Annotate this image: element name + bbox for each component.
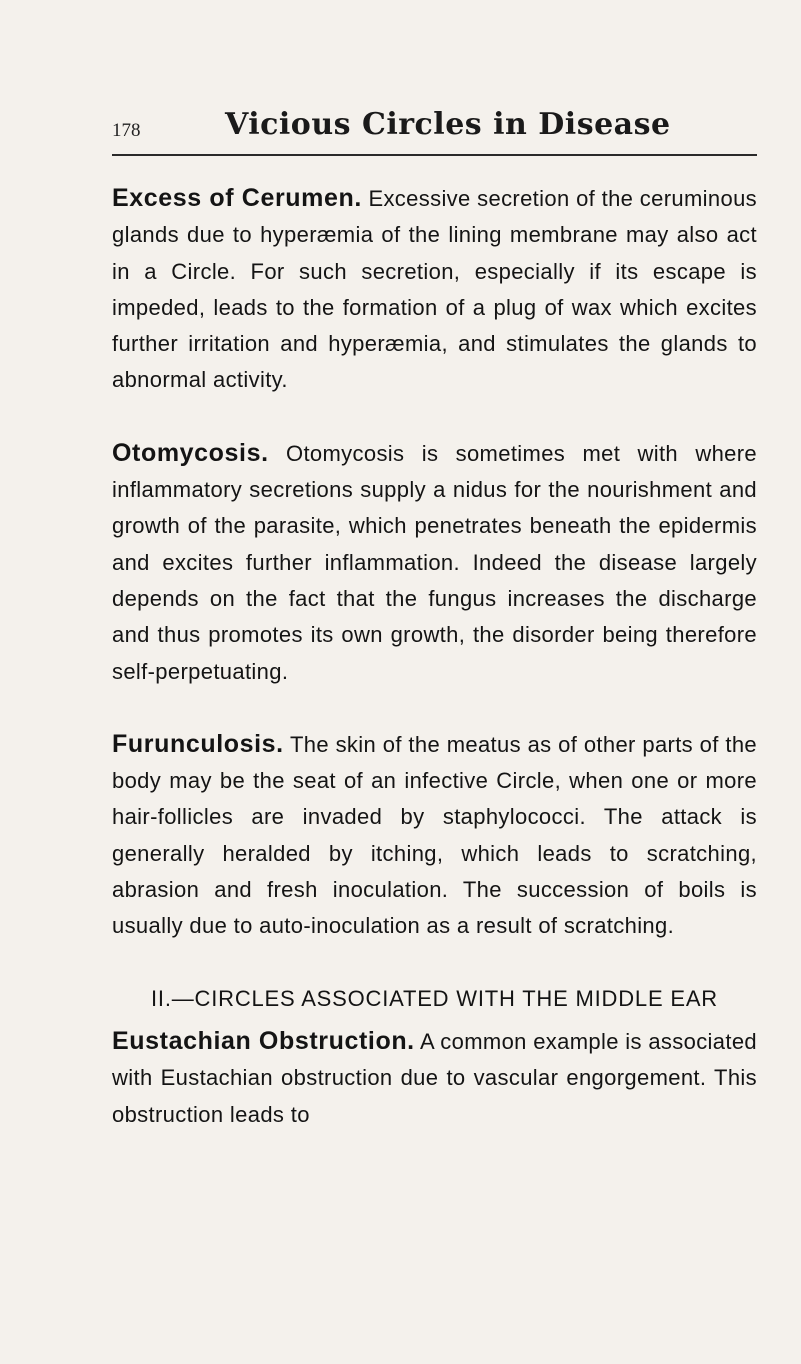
paragraph-heading: Eustachian Obstruction. <box>112 1026 415 1055</box>
paragraph-heading: Otomycosis. <box>112 438 269 467</box>
paragraph-eustachian-obstruction <box>112 1023 757 1133</box>
paragraph-heading: Excess of Cerumen. <box>112 184 362 212</box>
paragraph-text: Otomycosis is sometimes met with where inflammatory secretions supply a nidus for the nourishment and growth of the parasite, which penetrates beneath the epidermis and excites further inflammation. Indeed the disease largely depends on the fact that the fungus increases the discharge and thus promotes its own growth, the disorder being therefore self-perpetuating. <box>112 440 758 684</box>
paragraph-otomycosis <box>112 435 757 690</box>
paragraph-furunculosis <box>112 726 757 945</box>
paragraph-text: The skin of the meatus as of other parts of the body may be the seat of an infective Circle, when one or more hair-follicles are invaded by staphylococci. The attack is generally heralded by itching, which leads to scratching, abrasion and fresh inoculation. The succession of boils is usually due to auto-inoculation as a result of scratching. <box>112 731 757 939</box>
body-text <box>112 180 757 1133</box>
section-heading: II.—CIRCLES ASSOCIATED WITH THE MIDDLE EAR <box>151 985 718 1011</box>
running-title: Vicious Circles in Disease <box>225 107 671 142</box>
paragraph-heading: Furunculosis. <box>112 729 284 758</box>
paragraph-text: Excessive secretion of the ceruminous glands due to hyperæmia of the lining membrane may also act in a Circle. For such secretion, especially if its escape is impeded, leads to the formation of a plug of wax which excites further irritation and hyperæmia, and stimulates the glands to abnormal activity. <box>112 186 757 393</box>
paragraph-excess-of-cerumen <box>112 180 757 399</box>
running-head <box>112 102 757 156</box>
page-number: 178 <box>112 120 141 141</box>
paragraph-text: A common example is associated with Eustachian obstruction due to vascular engorgement. This obstruction leads to <box>112 1028 757 1127</box>
